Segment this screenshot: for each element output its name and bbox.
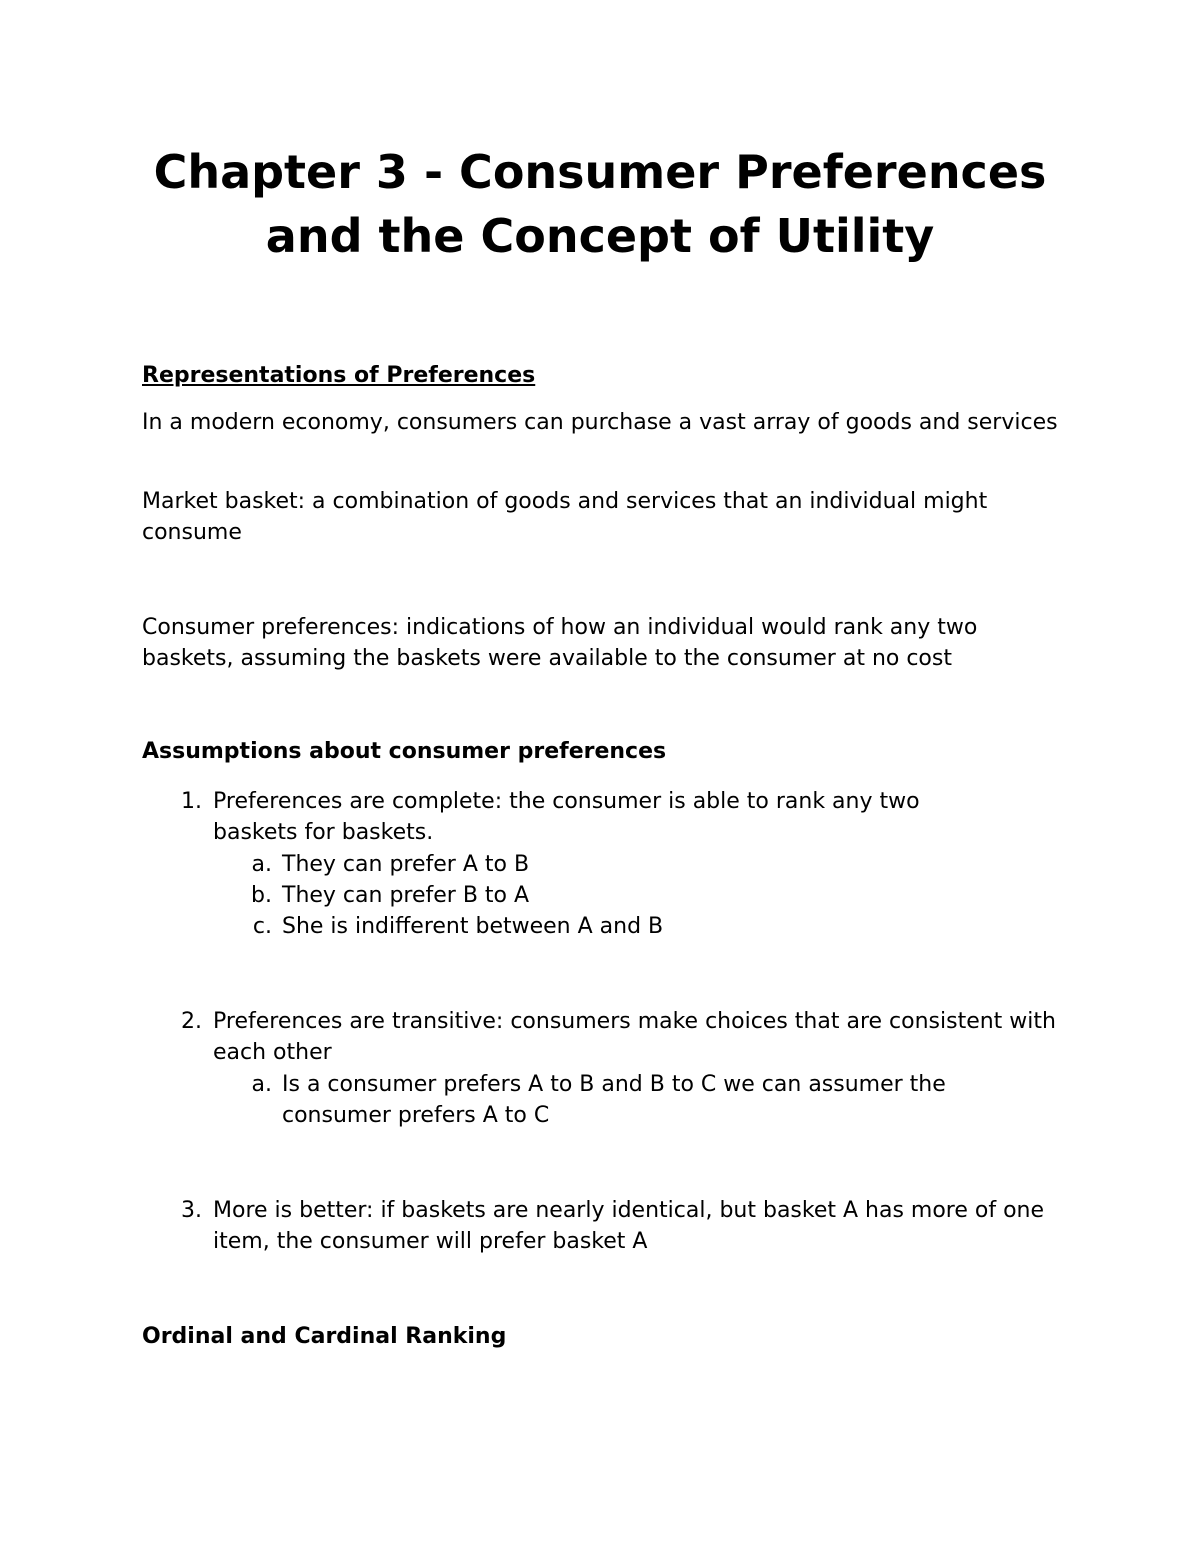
section-heading-assumptions: Assumptions about consumer preferences: [142, 739, 667, 764]
sub-list-item-text: Is a consumer prefers A to B and B to C we can assumer the consumer prefers A to C: [282, 1072, 946, 1128]
list-item-number: 1.: [181, 789, 202, 814]
title-line-1: Chapter 3 - Consumer Preferences: [153, 145, 1047, 199]
sub-list-item-text: She is indifferent between A and B: [282, 914, 664, 939]
paragraph-consumer-preferences: Consumer preferences: indications of how an individual would rank any two baskets, assuming the baskets were available to the consumer at no cost: [142, 615, 978, 671]
sub-list-item-letter: a.: [251, 852, 272, 877]
list-item-number: 2.: [181, 1009, 202, 1034]
list-item-text: Preferences are transitive: consumers make choices that are consistent with each other: [213, 1009, 1056, 1065]
page-title: [100, 140, 1100, 268]
section-heading-representations: Representations of Preferences: [142, 363, 536, 388]
sub-list-item-text: They can prefer A to B: [282, 852, 530, 877]
section-heading-ordinal-cardinal: Ordinal and Cardinal Ranking: [142, 1324, 507, 1349]
list-item-text: Preferences are complete: the consumer is able to rank any two baskets for baskets.: [213, 789, 920, 845]
list-item-text: More is better: if baskets are nearly identical, but basket A has more of one item, the consumer will prefer basket A: [213, 1198, 1045, 1254]
sub-list-item-letter: b.: [251, 883, 272, 908]
paragraph-market-basket: Market basket: a combination of goods and services that an individual might consume: [142, 489, 988, 545]
paragraph-modern-economy: In a modern economy, consumers can purchase a vast array of goods and services: [142, 410, 1058, 435]
list-item-number: 3.: [181, 1198, 202, 1223]
sub-list-item-letter: c.: [252, 914, 272, 939]
title-line-2: and the Concept of Utility: [265, 209, 935, 263]
sub-list-item-letter: a.: [251, 1072, 272, 1097]
sub-list-item-text: They can prefer B to A: [282, 883, 530, 908]
